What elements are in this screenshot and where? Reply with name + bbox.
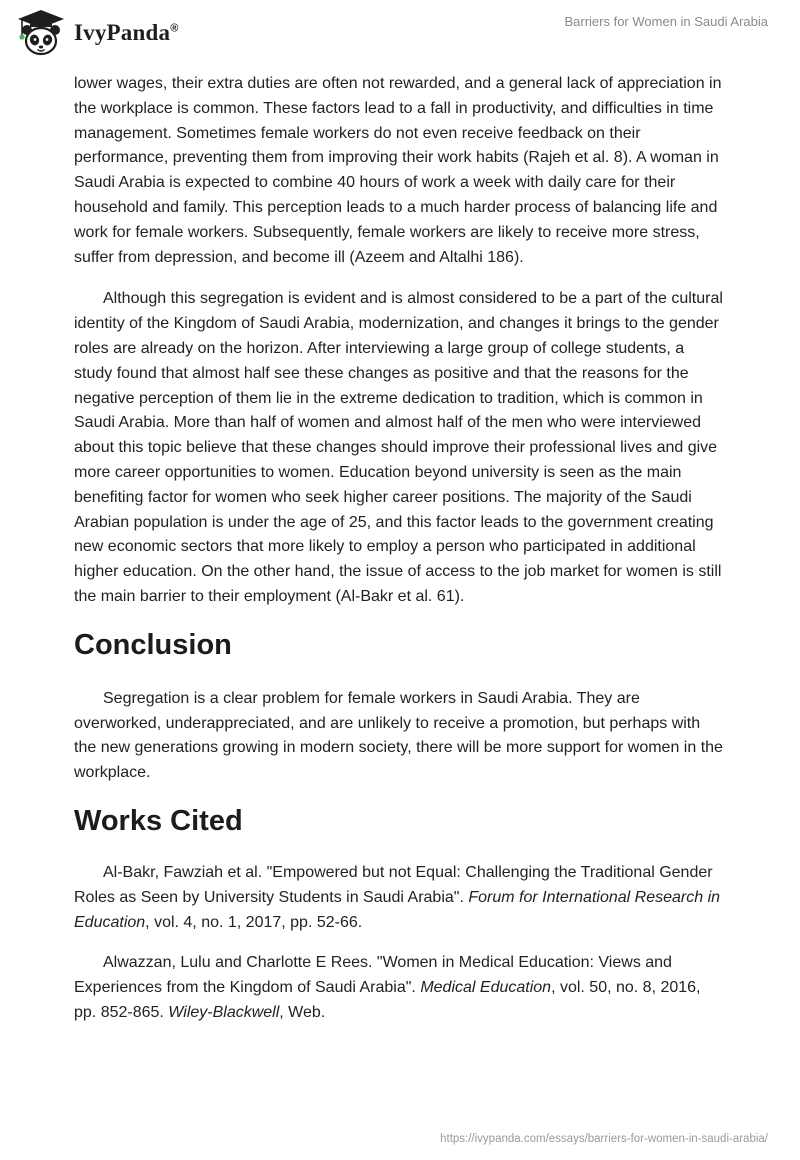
document-title: Barriers for Women in Saudi Arabia [564, 14, 768, 29]
ivypanda-logo[interactable] [14, 8, 179, 58]
works-cited-heading: Works Cited [74, 804, 243, 837]
logo-wordmark: IvyPanda® [74, 20, 179, 45]
citation-entry: Alwazzan, Lulu and Charlotte E Rees. "Women in Medical Education: Views and Experiences from the Kingdom of Saudi Arabia". Medical Education, vol. 50, no. 8, 2016, pp. 852-865. Wiley-Blackwell, Web. [74, 954, 701, 1021]
body-paragraph: Although this segregation is evident and is almost considered to be a part of the cultural identity of the Kingdom of Saudi Arabia, modernization, and changes it brings to the gender roles are already on the horizon. After interviewing a large group of college students, a study found that almost half see these changes as positive and that the reasons for the negative perception of them lie in the extreme dedication to tradition, which is common in Saudi Arabia. More than half of women and almost half of the men who were interviewed about this topic believe that these changes should improve their professional lives and give more career opportunities to women. Education beyond university is seen as the main benefiting factor for women who seek higher career positions. The majority of the Saudi Arabian population is under the age of 25, and this factor leads to the government creating new economic sectors that more likely to employ a person who participated in additional higher education. On the other hand, the issue of access to the job market for women is still the main barrier to their employment (Al-Bakr et al. 61). [74, 290, 723, 605]
citation-journal: Forum for International Research in Education [74, 888, 721, 931]
conclusion-heading: Conclusion [74, 628, 232, 661]
panda-graduate-icon [14, 8, 68, 58]
conclusion-paragraph: Segregation is a clear problem for female workers in Saudi Arabia. They are overworked, underappreciated, and are unlikely to receive a promotion, but perhaps with the new generations growing in modern society, there will be more support for women in the workplace. [74, 689, 723, 782]
source-url-link[interactable]: https://ivypanda.com/essays/barriers-for-women-in-saudi-arabia/ [440, 1133, 768, 1145]
citation-entry: Al-Bakr, Fawziah et al. "Empowered but not Equal: Challenging the Traditional Gender Roles as Seen by University Students in Saudi Arabia". Forum for International Research in Education, vol. 4, no. 1, 2017, pp. 52-66. [74, 863, 721, 931]
essay-content [74, 72, 726, 1042]
page-header [0, 0, 800, 70]
citation-journal: Medical Education [420, 979, 552, 997]
citation-publisher: Wiley-Blackwell [168, 1003, 280, 1021]
body-paragraph: lower wages, their extra duties are often not rewarded, and a general lack of appreciation in the workplace is common. These factors lead to a fall in productivity, and difficulties in time management. Sometimes female workers do not even receive feedback on their performance, preventing them from improving their work habits (Rajeh et al. 8). A woman in Saudi Arabia is expected to combine 40 hours of work a week with daily care for their household and family. This perception leads to a much harder process of balancing life and work for female workers. Subsequently, female workers are likely to receive more stress, suffer from depression, and become ill (Azeem and Altalhi 186). [74, 75, 722, 266]
